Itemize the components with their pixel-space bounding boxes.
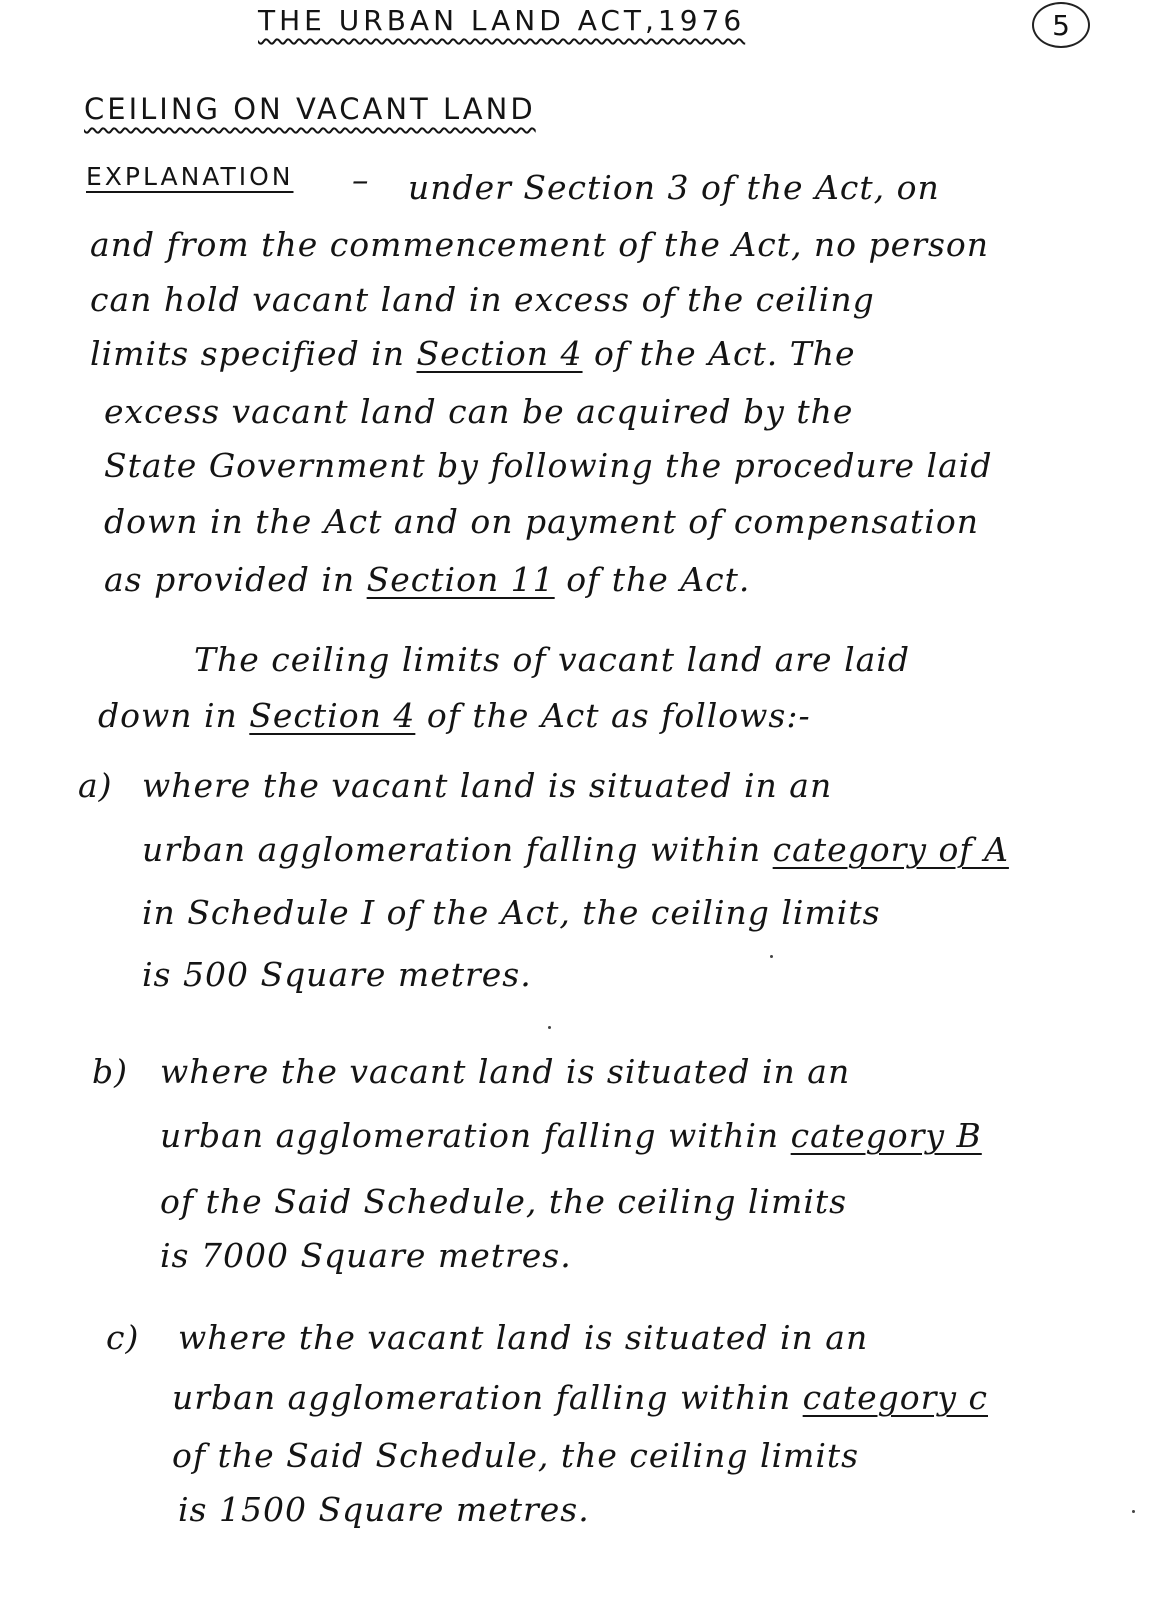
- category-a-reference: category of A: [772, 830, 1009, 869]
- para1-line-6: State Government by following the procedure laid: [104, 446, 993, 485]
- para1-line-8-a: as provided in: [104, 560, 356, 599]
- item-b-marker: b): [92, 1052, 128, 1091]
- para1-line-5: excess vacant land can be acquired by the: [104, 392, 854, 431]
- item-a-line-3: in Schedule I of the Act, the ceiling limits: [142, 893, 881, 932]
- para2-line-2: [98, 696, 811, 736]
- section-4-reference: Section 4: [416, 334, 583, 373]
- category-c-reference: category c: [802, 1378, 988, 1417]
- scan-speck: [1132, 1510, 1135, 1513]
- para2-line-2-a: down in: [98, 696, 238, 735]
- page-number: 5: [1052, 8, 1070, 42]
- item-c-line-4: is 1500 Square metres.: [178, 1490, 590, 1529]
- para1-line-7: down in the Act and on payment of compensation: [104, 502, 979, 541]
- item-c-line-1: where the vacant land is situated in an: [178, 1318, 869, 1357]
- section-heading: CEILING ON VACANT LAND: [84, 92, 536, 126]
- page-number-circle: [1032, 2, 1090, 48]
- item-c-line-3: of the Said Schedule, the ceiling limits: [172, 1436, 860, 1475]
- item-c-line-2: [172, 1378, 988, 1418]
- para1-line-4-a: limits specified in: [90, 334, 405, 373]
- explanation-dash: –: [352, 160, 370, 199]
- item-c-line-2-a: urban agglomeration falling within: [172, 1378, 792, 1417]
- item-a-line-1: where the vacant land is situated in an: [142, 766, 833, 805]
- para1-line-4: [90, 334, 856, 374]
- section-4-reference-2: Section 4: [249, 696, 416, 735]
- para1-line-1: under Section 3 of the Act, on: [408, 168, 940, 207]
- para1-line-8: [104, 560, 750, 600]
- para2-line-1: The ceiling limits of vacant land are laid: [194, 640, 910, 679]
- item-a-line-2: [142, 830, 1009, 870]
- item-b-line-4: is 7000 Square metres.: [160, 1236, 572, 1275]
- scan-speck: [548, 1026, 551, 1029]
- item-b-line-1: where the vacant land is situated in an: [160, 1052, 851, 1091]
- item-b-line-3: of the Said Schedule, the ceiling limits: [160, 1182, 848, 1221]
- section-11-reference: Section 11: [366, 560, 555, 599]
- item-a-line-2-a: urban agglomeration falling within: [142, 830, 762, 869]
- para1-line-4-c: of the Act. The: [594, 334, 856, 373]
- para1-line-2: and from the commencement of the Act, no person: [90, 225, 990, 264]
- page-title: THE URBAN LAND ACT,1976: [258, 4, 746, 37]
- para1-line-3: can hold vacant land in excess of the ceiling: [90, 280, 875, 319]
- item-a-line-4: is 500 Square metres.: [142, 955, 532, 994]
- item-c-marker: c): [106, 1318, 140, 1357]
- para1-line-8-c: of the Act.: [566, 560, 751, 599]
- explanation-label: EXPLANATION: [86, 162, 294, 191]
- category-b-reference: category B: [790, 1116, 982, 1155]
- para2-line-2-c: of the Act as follows:-: [426, 696, 811, 735]
- item-b-line-2-a: urban agglomeration falling within: [160, 1116, 780, 1155]
- item-b-line-2: [160, 1116, 982, 1156]
- item-a-marker: a): [78, 766, 113, 805]
- scan-speck: [770, 955, 773, 958]
